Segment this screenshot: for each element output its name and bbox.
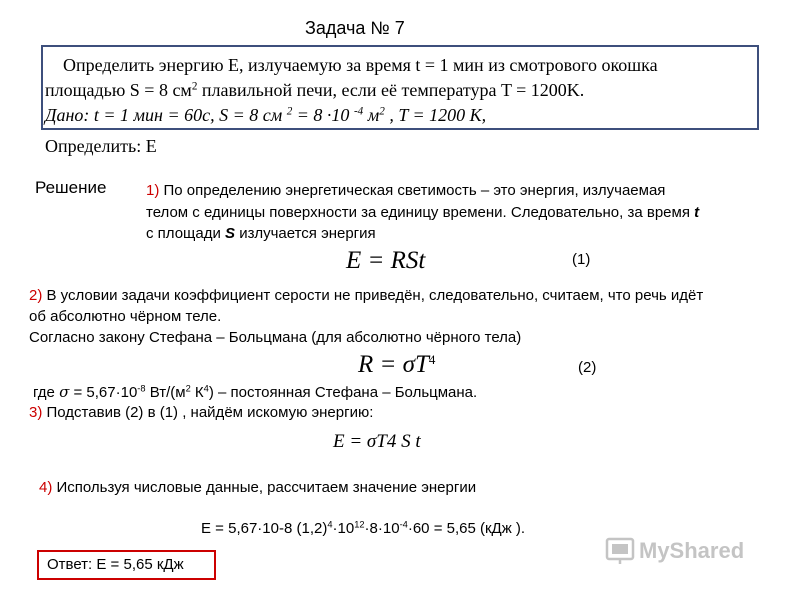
step1-line1 bbox=[146, 182, 665, 199]
task-line-1-text: Определить энергию E, излучаемую за время t = 1 мин из смотрового окошка bbox=[63, 55, 658, 75]
step3-text: Подставив (2) в (1) , найдём искомую энергию: bbox=[42, 404, 374, 421]
equation-number-2: (2) bbox=[578, 359, 597, 376]
step2-line2: об абсолютно чёрном теле. bbox=[29, 308, 222, 325]
step4-number: 4) bbox=[39, 479, 53, 496]
sigma-sup-1: -8 bbox=[137, 383, 146, 394]
task-line-2-sup: 2 bbox=[191, 80, 198, 93]
step4-line bbox=[39, 479, 476, 496]
step1-var-s: S bbox=[225, 225, 236, 242]
task-line-2-text-a: площадью S = 8 см bbox=[45, 80, 192, 100]
given-text-c: м bbox=[363, 105, 380, 125]
given-text-d: , T = 1200 K, bbox=[384, 105, 487, 125]
formula-2-sup: 4 bbox=[428, 352, 436, 368]
step1-text-1: По определению энергетическая светимость – это энергия, излучаемая bbox=[159, 182, 666, 199]
step1-var-t: t bbox=[694, 204, 700, 221]
given-text-a: Дано: t = 1 мин = 60с, S = 8 см bbox=[45, 105, 287, 125]
formula-3-text: E = σT4 S t bbox=[333, 431, 421, 452]
watermark-logo bbox=[605, 536, 765, 566]
solution-label: Решение bbox=[35, 178, 107, 197]
step1-text-3b: излучается энергия bbox=[235, 225, 376, 242]
sigma-text-c: Вт/(м bbox=[145, 384, 186, 401]
given-sup-3: 2 bbox=[379, 105, 385, 118]
calc-text-d: ·60 = 5,65 (кДж ). bbox=[407, 520, 526, 537]
step2-text-1: В условии задачи коэффициент серости не приведён, следовательно, считаем, что речь идёт bbox=[42, 287, 704, 304]
step1-text-3a: с площади bbox=[146, 225, 226, 242]
sigma-sup-2: 2 bbox=[185, 383, 191, 394]
formula-3 bbox=[333, 431, 421, 453]
task-statement-box bbox=[41, 45, 759, 130]
page-title: Задача № 7 bbox=[305, 18, 405, 38]
formula-2-text: R = σT bbox=[358, 351, 429, 378]
step1-line2 bbox=[146, 204, 699, 221]
calc-sup-3: -4 bbox=[399, 519, 408, 530]
sigma-text-a: где bbox=[33, 384, 60, 401]
formula-2 bbox=[358, 351, 435, 379]
step2-line1 bbox=[29, 287, 703, 304]
step4-text: Используя числовые данные, рассчитаем значение энергии bbox=[52, 479, 477, 496]
calc-text-a: E = 5,67·10-8 (1,2) bbox=[201, 520, 328, 537]
step2-line3: Согласно закону Стефана – Больцмана (для абсолютно чёрного тела) bbox=[29, 329, 522, 346]
determine-label: Определить: E bbox=[45, 136, 157, 156]
step1-text-2: телом с единицы поверхности за единицу времени. Следовательно, за время bbox=[146, 204, 695, 221]
calc-text-c: ·8·10 bbox=[364, 520, 400, 537]
step1-number: 1) bbox=[146, 182, 160, 199]
logo-text: MyShared bbox=[639, 538, 745, 563]
sigma-symbol: σ bbox=[59, 383, 70, 401]
answer-box: Ответ: E = 5,65 кДж bbox=[37, 550, 216, 580]
slideshow-icon bbox=[605, 536, 635, 566]
given-sup-1: 2 bbox=[286, 105, 293, 118]
task-line-1 bbox=[63, 55, 658, 76]
step2-number: 2) bbox=[29, 287, 43, 304]
given-text-b: = 8 ·10 bbox=[292, 105, 354, 125]
step1-line3 bbox=[146, 225, 376, 242]
task-line-3 bbox=[45, 105, 486, 126]
calc-text-b: ·10 bbox=[332, 520, 355, 537]
task-line-2 bbox=[45, 80, 584, 101]
calc-sup-2: 12 bbox=[354, 519, 365, 530]
formula-1 bbox=[346, 247, 425, 275]
sigma-definition bbox=[33, 383, 477, 401]
sigma-sup-3: 4 bbox=[203, 383, 209, 394]
sigma-text-b: = 5,67·10 bbox=[69, 384, 138, 401]
sigma-text-d: К bbox=[190, 384, 204, 401]
calc-sup-1: 4 bbox=[327, 519, 333, 530]
calculation-line bbox=[201, 520, 525, 537]
sigma-text-e: ) – постоянная Стефана – Больцмана. bbox=[208, 384, 478, 401]
step3-number: 3) bbox=[29, 404, 43, 421]
task-line-2-text-b: плавильной печи, если её температура T = 1200K. bbox=[197, 80, 585, 100]
formula-1-text: E = RSt bbox=[346, 247, 426, 274]
given-sup-2: -4 bbox=[353, 105, 364, 118]
step3-line bbox=[29, 404, 373, 421]
equation-number-1: (1) bbox=[572, 251, 591, 268]
